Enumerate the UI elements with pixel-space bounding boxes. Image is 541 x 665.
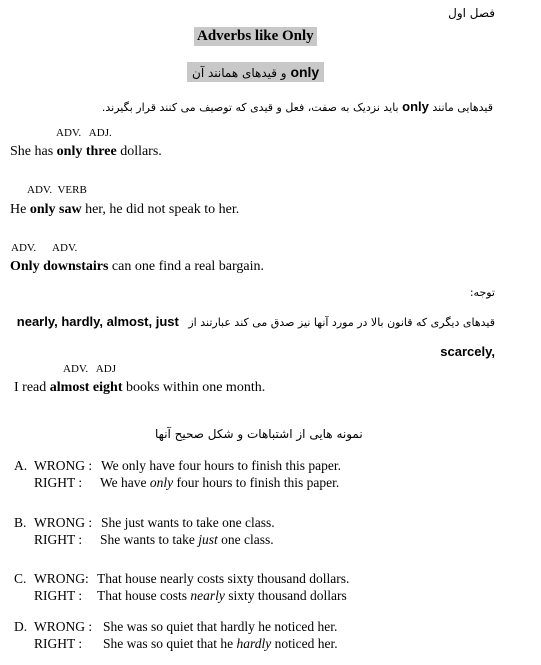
pair-d: [14, 619, 338, 652]
pair-b-wrong: B. WRONG : She just wants to take one class.: [14, 515, 275, 530]
example-1-sentence: She has only three dollars.: [10, 144, 162, 159]
pair-b-right: RIGHT : She wants to take just one class.: [34, 532, 274, 547]
intro-line: [102, 99, 493, 114]
intro-pre: قیدهایی مانند: [432, 101, 493, 114]
pair-a-right: RIGHT : We have only four hours to finish this paper.: [34, 475, 340, 490]
example-3-sentence: Only downstairs can one find a real bargain.: [10, 259, 265, 274]
example-2-tags: ADV. VERB: [27, 184, 87, 196]
example-4-tags: ADV. ADJ: [63, 363, 116, 375]
pair-d-right: RIGHT : She was so quiet that he hardly noticed her.: [34, 636, 338, 651]
persian-title-only: only: [290, 64, 320, 80]
persian-title: [187, 62, 324, 82]
page-title: Adverbs like Only: [194, 27, 317, 46]
note-label: توجه:: [469, 286, 495, 299]
example-4-sentence: I read almost eight books within one month.: [14, 380, 266, 395]
pair-a: [14, 458, 341, 491]
pair-c-wrong: C. WRONG: That house nearly costs sixty thousand dollars.: [14, 571, 350, 586]
pair-a-wrong: A. WRONG : We only have four hours to finish this paper.: [14, 458, 341, 473]
note-text: قیدهای دیگری که قانون بالا در مورد آنها نیز صدق می کند عبارتند از: [188, 316, 495, 329]
example-3-tags: ADV. ADV.: [11, 242, 78, 254]
example-2-sentence: He only saw her, he did not speak to her.: [10, 202, 240, 217]
pair-c: [14, 571, 349, 604]
intro-word: only: [402, 99, 429, 114]
example-1-tags: ADV. ADJ.: [56, 127, 112, 139]
pair-c-right: RIGHT : That house costs nearly sixty thousand dollars: [34, 588, 347, 603]
samples-heading: نمونه هایی از اشتباهات و شکل صحیح آنها: [155, 427, 363, 441]
note-line: [17, 314, 495, 329]
pair-d-wrong: D. WRONG : She was so quiet that hardly he noticed her.: [14, 619, 338, 634]
note-words: nearly, hardly, almost, just: [16, 314, 179, 329]
note-words-2: scarcely,: [440, 344, 495, 359]
chapter-heading: فصل اول: [448, 6, 495, 20]
pair-b: [14, 515, 275, 548]
persian-title-rest: و قیدهای همانند آن: [192, 66, 287, 80]
intro-post: باید نزدیک به صفت، فعل و قیدی که توصیف می کنند قرار بگیرند.: [101, 101, 399, 114]
